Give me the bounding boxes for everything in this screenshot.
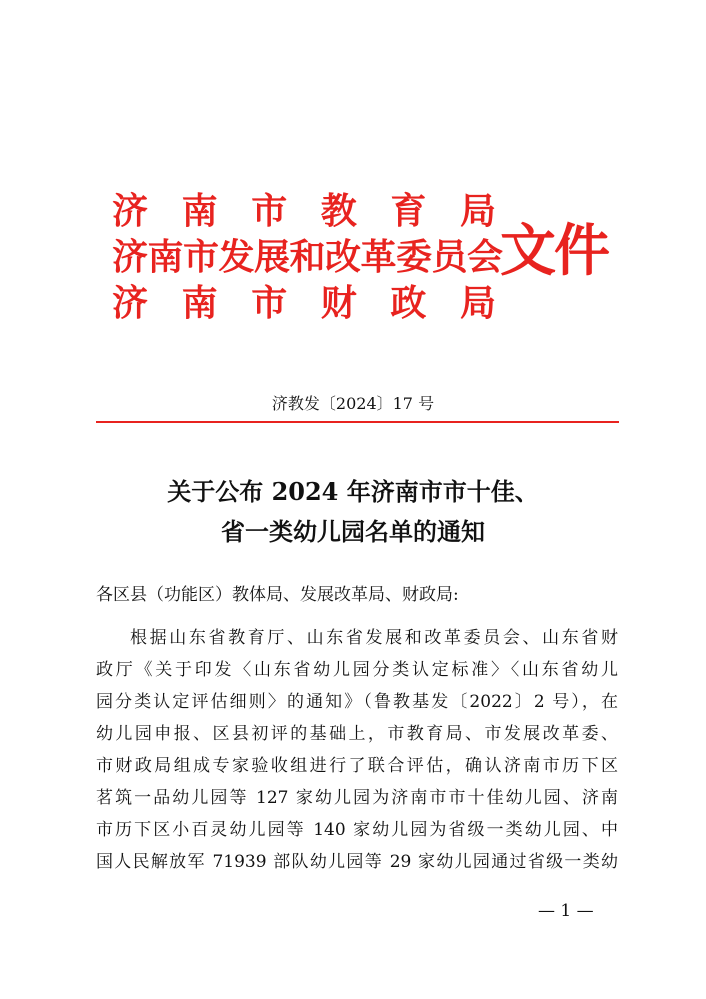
issuer-char: 济 bbox=[112, 190, 149, 232]
page-number: — 1 — bbox=[538, 901, 594, 921]
issuer-char: 南 bbox=[181, 190, 218, 232]
issuer-char: 济 bbox=[112, 282, 149, 324]
document-title-line-2: 省一类幼儿园名单的通知 bbox=[221, 517, 485, 546]
body-line: 市历下区小百灵幼儿园等 140 家幼儿园为省级一类幼儿园、中 bbox=[96, 820, 618, 840]
issuer-finance-bureau bbox=[112, 282, 496, 324]
issuer-char: 局 bbox=[459, 190, 496, 232]
document-title-line-1: 关于公布 2024 年济南市市十佳、 bbox=[167, 477, 539, 506]
issuer-education-bureau bbox=[112, 190, 496, 232]
body-line: 园分类认定评估细则〉的通知》（鲁教基发〔2022〕2 号），在 bbox=[96, 692, 618, 712]
issuer-char: 市 bbox=[251, 190, 288, 232]
body-line: 政厅《关于印发〈山东省幼儿园分类认定标准〉〈山东省幼儿 bbox=[96, 660, 618, 680]
issuer-char: 局 bbox=[459, 282, 496, 324]
issuer-char: 市 bbox=[251, 282, 288, 324]
body-line: 根据山东省教育厅、山东省发展和改革委员会、山东省财 bbox=[130, 628, 618, 648]
issuer-char: 政 bbox=[390, 282, 427, 324]
body-line: 茗筑一品幼儿园等 127 家幼儿园为济南市市十佳幼儿园、济南 bbox=[96, 788, 618, 808]
issuer-char: 南 bbox=[181, 282, 218, 324]
document-header bbox=[112, 190, 612, 330]
issuer-char: 财 bbox=[320, 282, 357, 324]
issuer-char: 教 bbox=[320, 190, 357, 232]
body-line: 市财政局组成专家验收组进行了联合评估，确认济南市历下区 bbox=[96, 756, 618, 776]
body-line: 幼儿园申报、区县初评的基础上，市教育局、市发展改革委、 bbox=[96, 724, 618, 744]
issuer-development-reform-commission: 济南市发展和改革委员会 bbox=[112, 236, 503, 278]
salutation: 各区县（功能区）教体局、发展改革局、财政局: bbox=[96, 585, 459, 605]
body-line: 国人民解放军 71939 部队幼儿园等 29 家幼儿园通过省级一类幼 bbox=[96, 852, 618, 872]
red-divider bbox=[96, 421, 619, 423]
document-word: 文件 bbox=[500, 218, 608, 284]
issuer-char: 育 bbox=[390, 190, 427, 232]
document-number: 济教发〔2024〕17 号 bbox=[271, 394, 435, 413]
